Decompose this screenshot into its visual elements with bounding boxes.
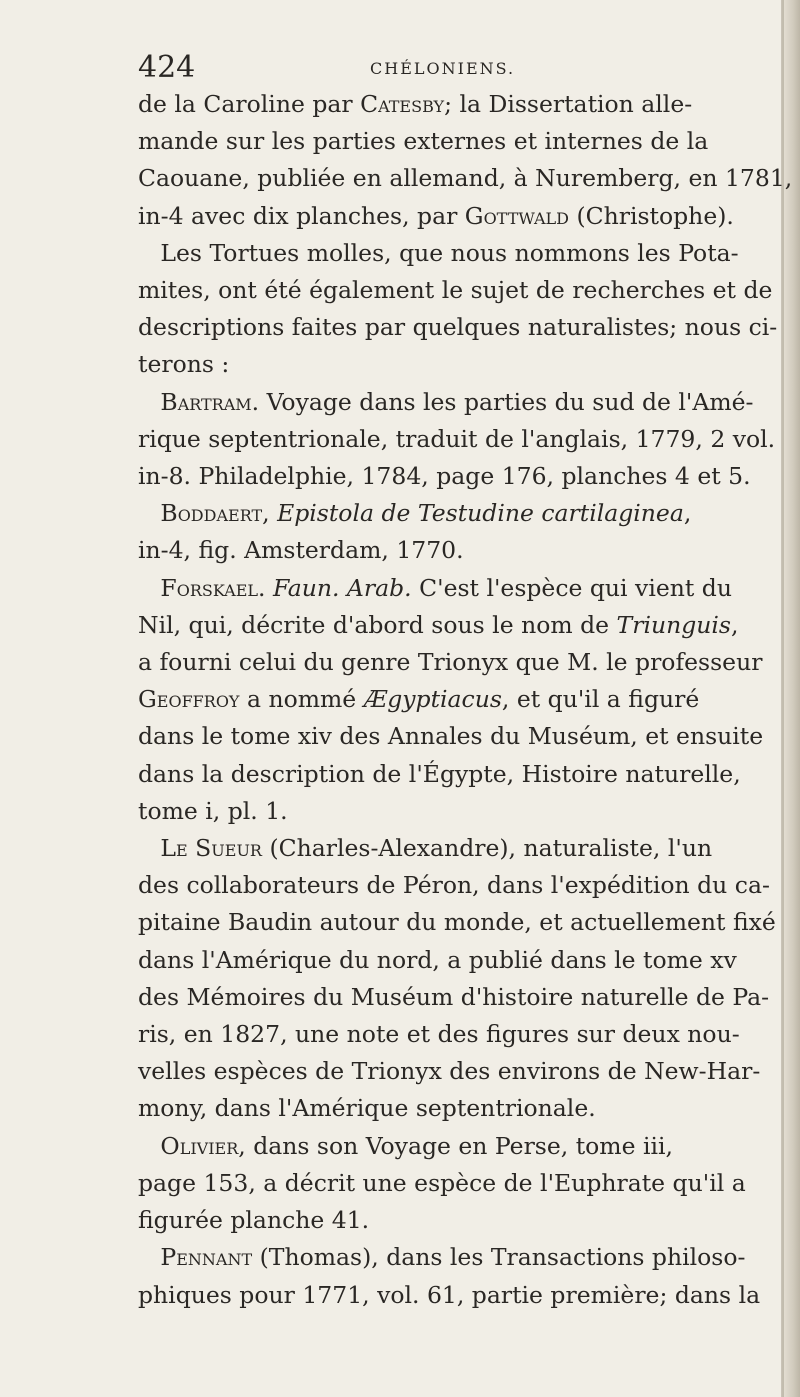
text-run: des collaborateurs de Péron, dans l'expédition du ca- [138,871,770,900]
text-run [138,1132,160,1160]
italic-title: Faun. Arab. [272,573,412,602]
text-line [138,458,751,495]
text-line [138,123,742,160]
text-run: ris, en 1827, une note et des figures sur deux nou- [138,1020,740,1049]
italic-title: Epistola de Testudine cartilaginea [277,499,684,528]
text-run: , [262,499,278,528]
page-fold [781,0,784,1397]
text-run [138,388,160,416]
text-line [138,235,742,272]
text-run: ; la Dissertation alle- [444,90,693,118]
author-name: Forskael [160,573,259,602]
text-line [138,346,742,383]
text-line [138,942,742,979]
text-run: figurée planche 41. [138,1206,370,1235]
page-header [138,48,738,88]
author-name: Le Sueur [160,834,262,863]
text-run: (Christophe). [568,201,734,230]
body-text [138,86,793,1314]
text-line [138,1016,742,1053]
text-run: , et qu'il a figuré [501,685,700,714]
text-run [138,1243,160,1271]
page-number: 424 [138,50,196,85]
text-run: terons : [138,350,230,379]
running-title: CHÉLONIENS. [370,59,516,78]
text-run: des Mémoires du Muséum d'histoire naturelle de Pa- [138,982,770,1011]
text-run: dans la description de l'Égypte, Histoire naturelle, [138,759,741,788]
text-line [138,1090,742,1127]
text-line [138,756,742,793]
text-line [138,1053,761,1090]
text-run: Caouane, publiée en allemand, à Nuremberg, en 1781, [138,164,793,193]
author-name: Geoffroy [138,685,240,714]
text-line [138,384,754,421]
text-line [138,607,742,644]
text-run: pitaine Baudin autour du monde, et actuellement fixé [138,908,776,937]
text-line [138,979,770,1016]
text-run: (Thomas), dans les Transactions philoso- [252,1243,746,1272]
text-line [138,644,763,681]
text-run: a fourni celui du genre Trionyx que M. le professeur [138,648,763,677]
text-run: , [730,610,739,639]
text-run: phiques pour 1771, vol. 61, partie première; dans la [138,1280,761,1309]
text-run: (Charles-Alexandre), naturaliste, l'un [261,834,713,863]
text-run: , dans son Voyage en Perse, tome iii, [238,1131,673,1160]
text-run: in-4, fig. Amsterdam, 1770. [138,536,464,565]
text-run: . [258,573,273,602]
text-line [138,160,793,197]
text-line [138,570,742,607]
text-line [138,1239,746,1276]
text-line [138,793,742,830]
text-line [138,904,776,941]
text-run: C'est l'espèce qui vient du [411,573,732,602]
author-name: Bartram [160,387,252,416]
text-line [138,1202,742,1239]
author-name: Gottwald [464,201,569,230]
text-line [138,198,742,235]
text-run: descriptions faites par quelques naturalistes; nous ci- [138,313,778,342]
author-name: Pennant [160,1243,253,1272]
text-run: dans l'Amérique du nord, a publié dans le tome xv [138,945,737,974]
author-name: Boddaert [160,499,263,528]
text-run: velles espèces de Trionyx des environs de New-Har- [138,1057,761,1086]
text-run: in-8. Philadelphie, 1784, page 176, planches 4 et 5. [138,462,751,491]
author-name: Olivier [160,1131,239,1160]
text-line [138,309,778,346]
text-run: mande sur les parties externes et internes de la [138,127,709,156]
text-line [138,718,764,755]
text-run: Nil, qui, décrite d'abord sous le nom de [138,610,617,639]
text-run: Les Tortues molles, que nous nommons les Pota- [138,238,739,267]
text-line [138,421,776,458]
text-run: rique septentrionale, traduit de l'anglais, 1779, 2 vol. [138,424,776,453]
italic-title: Ægyptiacus [363,685,502,714]
italic-title: Triunguis [616,610,731,639]
text-run: dans le tome xiv des Annales du Muséum, et ensuite [138,722,764,751]
page-edge [782,0,800,1397]
text-line [138,1277,761,1314]
text-line [138,867,770,904]
text-run: . Voyage dans les parties du sud de l'Amé- [251,387,754,416]
text-run [138,834,160,862]
text-run: page 153, a décrit une espèce de l'Euphrate qu'il a [138,1168,746,1197]
text-line [138,830,742,867]
text-run: mony, dans l'Amérique septentrionale. [138,1094,596,1123]
text-run: mites, ont été également le sujet de recherches et de [138,276,773,305]
text-line [138,1128,742,1165]
text-line [138,86,742,123]
text-run: a nommé [239,685,364,714]
text-line [138,532,742,569]
text-run [138,499,160,527]
text-run [138,574,160,602]
text-line [138,681,742,718]
text-run: , [683,499,692,528]
text-run: de la Caroline par [138,90,361,118]
text-run: in-4 avec dix planches, par [138,201,465,230]
text-line [138,272,773,309]
text-line [138,495,742,532]
text-line [138,1165,746,1202]
text-run: tome i, pl. 1. [138,796,288,825]
author-name: Catesby [360,90,445,118]
